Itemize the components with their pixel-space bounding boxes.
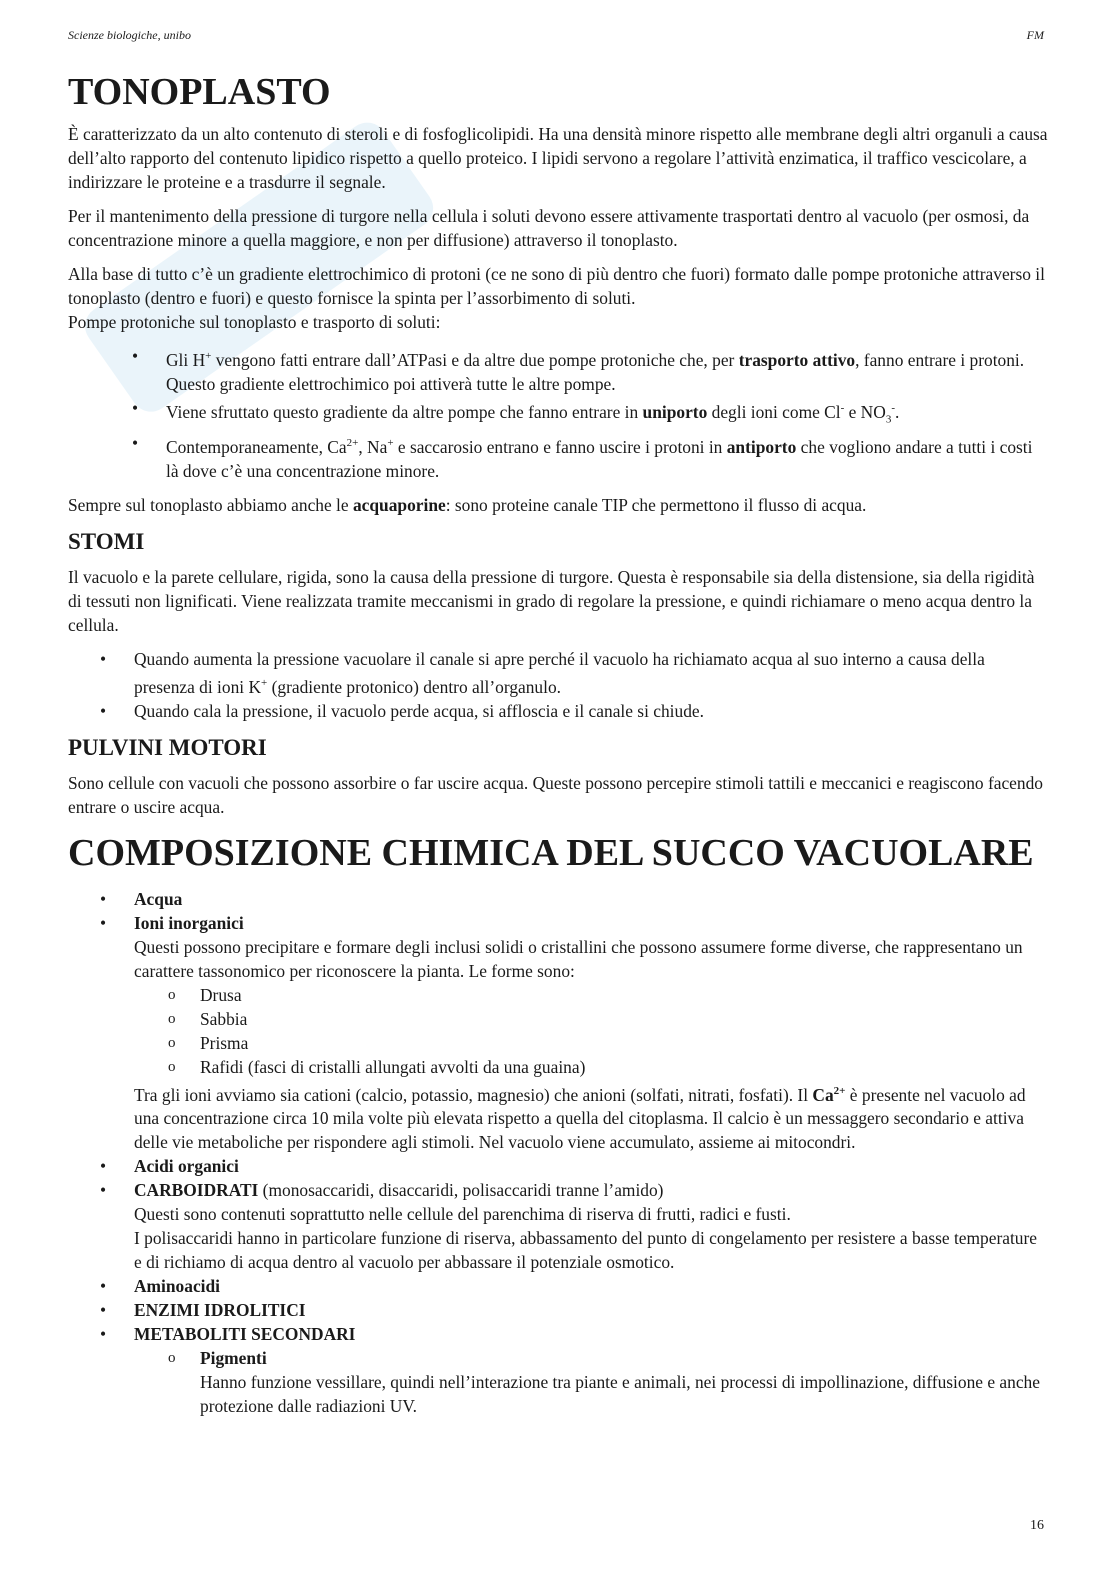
bullet-list	[68, 647, 1048, 723]
paragraph: Pompe protoniche sul tonoplasto e trasporto di soluti:	[68, 312, 441, 332]
list-item: • Gli H+ vengono fatti entrare dall’ATPasi e da altre due pompe protoniche che, per trasporto attivo, fanno entrare i protoni. Questo gradiente elettrochimico poi attiverà tutte le altre pompe.	[68, 344, 1048, 396]
sub-list-item: o Sabbia	[134, 1007, 1048, 1031]
list-item: • Quando cala la pressione, il vacuolo perde acqua, si affloscia e il canale si chiude.	[68, 699, 1048, 723]
list-item: • ENZIMI IDROLITICI	[68, 1298, 1048, 1322]
list-item: • Ioni inorganici Questi possono precipitare e formare degli inclusi solidi o cristallini che possono assumere forme diverse, che rappresentano un carattere tassonomico per riconoscere la pianta. Le forme sono: o Drusa o Sabbia o Prisma o Rafidi (fasci di cristalli allungati avvolti da una guaina) Tra gli ioni avviamo sia cationi (calcio, potassio, magnesio) che anioni (solfati, nitrati, fosfati). Il $Ca^{2+}$ è presente nel vacuolo ad una concentrazione circa 10 mila volte più elevata rispetto a quella del citoplasma. Il calcio è un messaggero secondario e attiva delle vie metaboliche per rispondere agli stimoli. Nel vacuolo viene accumulato, assieme ai mitocondri.	[68, 911, 1048, 1155]
section-title-composizione: COMPOSIZIONE CHIMICA DEL SUCCO VACUOLARE	[68, 831, 1034, 874]
sub-list-item: o Rafidi (fasci di cristalli allungati avvolti da una guaina)	[134, 1055, 1048, 1079]
paragraph: È caratterizzato da un alto contenuto di steroli e di fosfoglicolipidi. Ha una densità minore rispetto alle membrane degli altri organuli a causa dell’alto rapporto del contenuto lipidico rispetto a quello proteico. I lipidi servono a regolare l’attività enzimatica, il traffico vescicolare, a indirizzare le proteine e a trasdurre il segnale.	[68, 124, 1048, 192]
main-content	[68, 64, 1048, 1428]
list-item: • Acidi organici	[68, 1154, 1048, 1178]
list-item: • Contemporaneamente, $Ca^{2+}$, Na+ e saccarosio entrano e fanno uscire i protoni in antiporto che vogliono andare a tutti i costi là dove c’è una concentrazione minore.	[68, 431, 1048, 483]
sub-list-item: o Pigmenti Hanno funzione vessillare, quindi nell’interazione tra piante e animali, nei processi di impollinazione, diffusione e anche protezione dalle radiazioni UV.	[134, 1346, 1048, 1418]
list-item: • METABOLITI SECONDARI o Pigmenti Hanno funzione vessillare, quindi nell’interazione tra piante e animali, nei processi di impollinazione, diffusione e anche protezione dalle radiazioni UV.	[68, 1322, 1048, 1418]
sub-list	[134, 1346, 1048, 1418]
paragraph: Sempre sul tonoplasto abbiamo anche le acquaporine: sono proteine canale TIP che permettono il flusso di acqua.	[68, 494, 867, 515]
sub-list-item: o Prisma	[134, 1031, 1048, 1055]
paragraph: Alla base di tutto c’è un gradiente elettrochimico di protoni (ce ne sono di più dentro che fuori) formato dalle pompe protoniche attraverso il tonoplasto (dentro e fuori) e questo fornisce la spinta per l’assorbimento di soluti.	[68, 264, 1045, 308]
section-title-pulvini-motori: PULVINI MOTORI	[68, 734, 267, 760]
paragraph: Il vacuolo e la parete cellulare, rigida, sono la causa della pressione di turgore. Questa è responsabile sia della distensione, sia della rigidità di tessuti non lignificati. Viene realizzata tramite meccanismi in grado di regolare la pressione, e quindi richiamare o meno acqua dentro la cellula.	[68, 566, 1035, 635]
bullet-list	[68, 887, 1048, 1419]
list-item: • Quando aumenta la pressione vacuolare il canale si apre perché il vacuolo ha richiamato acqua al suo interno a causa della presenza di ioni K+ (gradiente protonico) dentro all’organulo.	[68, 647, 1048, 699]
list-item: • Viene sfruttato questo gradiente da altre pompe che fanno entrare in uniporto degli ioni come Cl- e $NO_3^-$.	[68, 396, 1048, 431]
list-item: • Aminoacidi	[68, 1274, 1048, 1298]
header-initials: FM	[1026, 28, 1044, 42]
section-title-stomi: STOMI	[68, 528, 145, 554]
sub-list-item: o Drusa	[134, 983, 1048, 1007]
header-course: Scienze biologiche, unibo	[68, 28, 191, 42]
list-item: • CARBOIDRATI (monosaccaridi, disaccaridi, polisaccaridi tranne l’amido) Questi sono contenuti soprattutto nelle cellule del parenchima di riserva di frutti, radici e fusti. I polisaccaridi hanno in particolare funzione di riserva, abbassamento del punto di congelamento per resistere a basse temperature e di richiamo di acqua dentro al vacuolo per abbassare il potenziale osmotico.	[68, 1178, 1048, 1274]
section-title-tonoplasto: TONOPLASTO	[68, 71, 331, 113]
bullet-list	[68, 344, 1048, 483]
list-item: • Acqua	[68, 887, 1048, 911]
page-number: 16	[1030, 1518, 1044, 1533]
sub-list	[134, 983, 1048, 1079]
paragraph: Per il mantenimento della pressione di turgore nella cellula i soluti devono essere attivamente trasportati dentro al vacuolo (per osmosi, da concentrazione minore a quella maggiore, e non per diffusione) attraverso il tonoplasto.	[68, 206, 1030, 250]
paragraph: Sono cellule con vacuoli che possono assorbire o far uscire acqua. Queste possono percepire stimoli tattili e meccanici e reagiscono facendo entrare o uscire acqua.	[68, 772, 1043, 817]
